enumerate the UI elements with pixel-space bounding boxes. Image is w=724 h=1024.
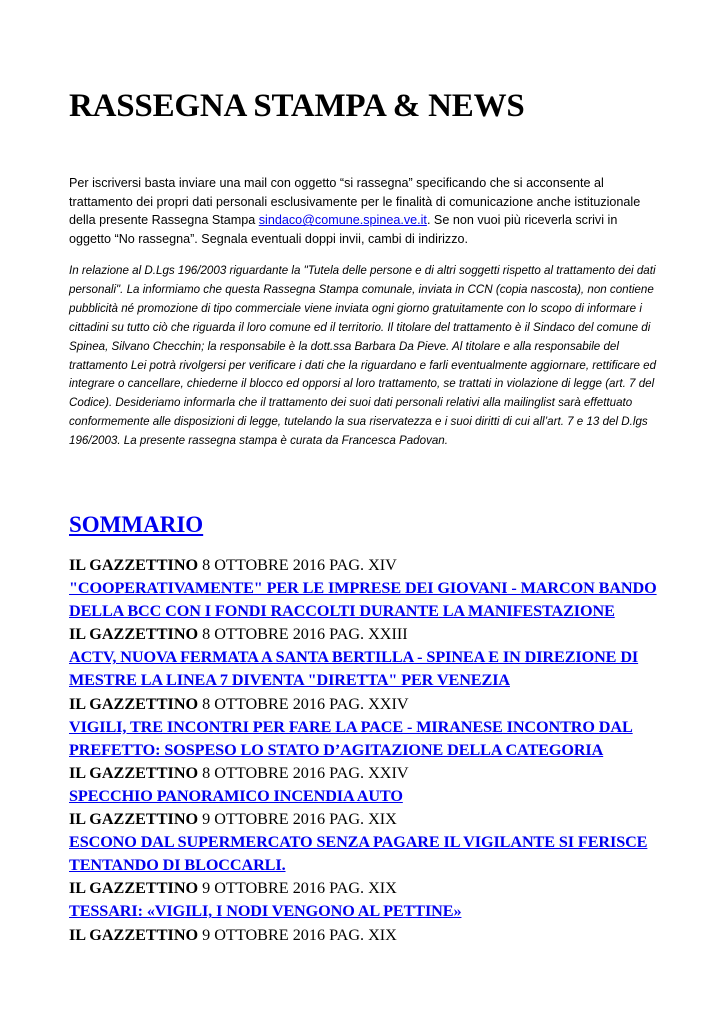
subscription-text-end: . Se non vuoi più riceverla scrivi in oggetto “No rassegna”. Segnala eventuali doppi invii, cambi di indirizzo. [69,213,618,246]
entry-date: 8 OTTOBRE 2016 PAG. XXIV [198,694,409,713]
newspaper-name: IL GAZZETTINO [69,925,199,944]
sommario-heading-link[interactable]: SOMMARIO [69,512,204,537]
article-link[interactable]: ACTV, NUOVA FERMATA A SANTA BERTILLA - SPINEA E IN DIREZIONE DI MESTRE LA LINEA 7 DIVENTA "DIRETTA" PER VENEZIA [69,648,639,690]
list-item [69,924,659,947]
list-item [69,623,659,692]
entry-source [69,924,659,947]
entry-date: 9 OTTOBRE 2016 PAG. XIX [198,925,397,944]
entry-date: 8 OTTOBRE 2016 PAG. XXIV [198,763,409,782]
newspaper-name: IL GAZZETTINO [69,694,199,713]
entry-date: 9 OTTOBRE 2016 PAG. XIX [198,810,397,829]
sommario-list [69,554,659,947]
list-item [69,762,659,808]
article-link[interactable]: ESCONO DAL SUPERMERCATO SENZA PAGARE IL VIGILANTE SI FERISCE TENTANDO DI BLOCCARLI. [69,833,648,875]
article-link[interactable]: "COOPERATIVAMENTE" PER LE IMPRESE DEI GIOVANI - MARCON BANDO DELLA BCC CON I FONDI RACCOLTI DURANTE LA MANIFESTAZIONE [69,579,657,621]
entry-source [69,693,659,716]
privacy-notice: In relazione al D.Lgs 196/2003 riguardante la "Tutela delle persone e di altri soggetti rispetto al trattamento dei dati personali". La informiamo che questa Rassegna Stampa comunale, inviata in CCN (copia nascosta), non contiene pubblicità né promozione di tipo commerciale viene inviata ogni giorno gratuitamente con lo scopo di informare i cittadini su tutto ciò che riguarda il loro comune ed il territorio. Il titolare del trattamento è il Sindaco del comune di Spinea, Silvano Checchin; la responsabile è la dott.ssa Barbara Da Pieve. Al titolare e alla responsabile del trattamento Lei potrà rivolgersi per verificare i dati che la riguardano e farli eventualmente aggiornare, rettificare ed integrare o cancellare, chiederne il blocco ed opporsi al loro trattamento, se trattati in violazione di legge (art. 7 del Codice). Desideriamo informarla che il trattamento dei suoi dati personali relativi alla mailinglist sarà effettuato conformemente alle disposizioni di legge, tutelando la sua riservatezza e i suoi diritti di cui all’art. 7 e 13 del D.lgs 196/2003. La presente rassegna stampa è curata da Francesca Padovan. [69,264,657,448]
subscription-text: Per iscriversi basta inviare una mail con oggetto “si rassegna” specificando che si acconsente al trattamento dei propri dati personali esclusivamente per le finalità di comunicazione anche istituzionale della presente Rassegna Stampa [69,176,641,228]
newspaper-name: IL GAZZETTINO [69,625,199,644]
article-link[interactable]: SPECCHIO PANORAMICO INCENDIA AUTO [69,786,403,805]
newspaper-name: IL GAZZETTINO [69,556,199,574]
entry-source [69,877,659,900]
newspaper-name: IL GAZZETTINO [69,810,199,829]
entry-source [69,808,659,831]
entry-date: 9 OTTOBRE 2016 PAG. XIX [198,879,397,898]
newspaper-name: IL GAZZETTINO [69,763,199,782]
entry-source [69,762,659,785]
article-link[interactable]: TESSARI: «VIGILI, I NODI VENGONO AL PETTINE» [69,902,462,921]
article-link[interactable]: VIGILI, TRE INCONTRI PER FARE LA PACE - MIRANESE INCONTRO DAL PREFETTO: SOSPESO LO STATO D’AGITAZIONE DELLA CATEGORIA [69,717,633,759]
page-title: RASSEGNA STAMPA & NEWS [69,88,525,124]
list-item [69,693,659,762]
list-item [69,808,659,877]
subscription-notice [69,174,659,248]
entry-source [69,554,659,577]
entry-source [69,623,659,646]
newspaper-name: IL GAZZETTINO [69,879,199,898]
entry-date: 8 OTTOBRE 2016 PAG. XIV [198,556,397,574]
list-item [69,877,659,923]
entry-date: 8 OTTOBRE 2016 PAG. XXIII [198,625,408,644]
list-item [69,554,659,623]
email-link[interactable]: sindaco@comune.spinea.ve.it [258,213,427,228]
